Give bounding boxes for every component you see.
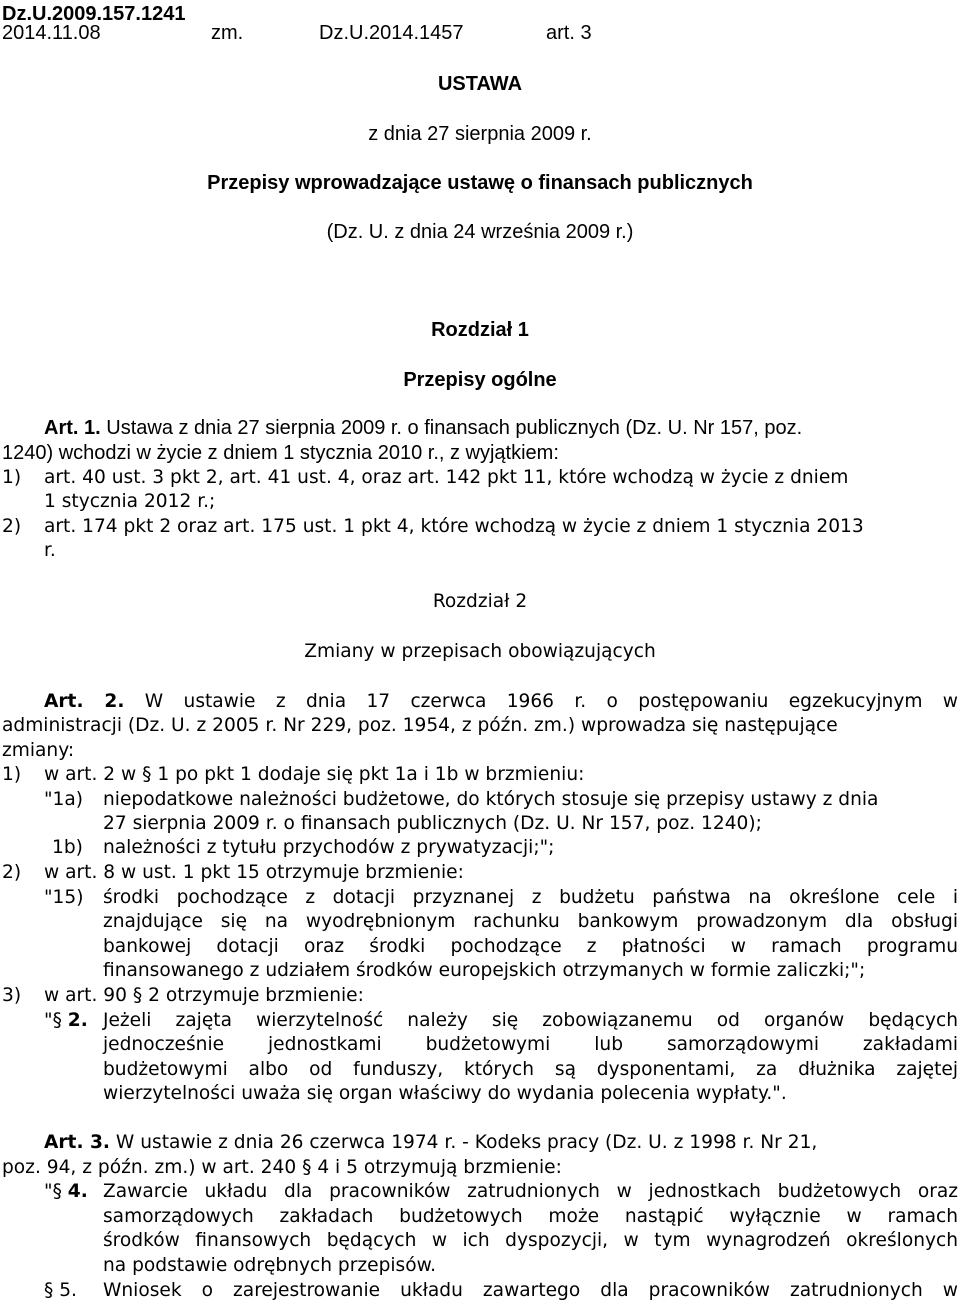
quote-section-4-number: "§ 4.	[44, 1181, 88, 1202]
section-sign: §	[44, 1280, 54, 1301]
article-2-point-2-number: 2)	[2, 862, 22, 883]
quote-section-2-line-2: jednocześnie jednostkami budżetowymi lub samorządowymi zakładami	[103, 1034, 958, 1055]
chapter-1-heading: Rozdział 1	[431, 319, 529, 341]
article-2-text: W ustawie z dnia 17 czerwca 1966 r. o postępowaniu egzekucyjnym w	[144, 691, 958, 712]
article-3-line-2: poz. 94, z późn. zm.) w art. 240 § 4 i 5 otrzymują brzmienie:	[2, 1157, 562, 1178]
article-2-point-3-text: w art. 90 § 2 otrzymuje brzmienie:	[44, 985, 364, 1006]
article-1-text: Ustawa z dnia 27 sierpnia 2009 r. o finansach publicznych (Dz. U. Nr 157, poz.	[106, 417, 803, 439]
quote-1a-text-cont: 27 sierpnia 2009 r. o finansach publicznych (Dz. U. Nr 157, poz. 1240);	[103, 813, 762, 834]
quote-section-2-number: "§ 2.	[44, 1010, 88, 1031]
amendment-reference: Dz.U.2014.1457	[319, 22, 464, 44]
article-2-line-2: administracji (Dz. U. z 2005 r. Nr 229, poz. 1954, z późn. zm.) wprowadza się następujące	[2, 715, 838, 736]
article-2-point-1-text: w art. 2 w § 1 po pkt 1 dodaje się pkt 1a i 1b w brzmieniu:	[44, 764, 585, 785]
article-3-line-1	[44, 1131, 817, 1155]
article-1-item-2-number: 2)	[2, 516, 22, 537]
section-sign: §	[52, 1181, 62, 1202]
quote-1b-number: 1b)	[52, 837, 83, 858]
article-2-line-1	[44, 690, 958, 714]
act-title: Przepisy wprowadzające ustawę o finansach publicznych	[207, 172, 753, 194]
section-sign: §	[132, 985, 143, 1006]
quote-section-4-line-4: na podstawie odrębnych przepisów.	[103, 1255, 437, 1276]
article-1-item-2-text-cont: r.	[44, 540, 56, 561]
article-2-line-3: zmiany:	[2, 740, 75, 761]
quote-15-line-4: finansowanego z udziałem środków europejskich otrzymanych w formie zaliczki;";	[103, 960, 866, 981]
chapter-2-heading: Rozdział 2	[432, 591, 528, 612]
quote-section-5-number: § 5.	[44, 1280, 77, 1301]
quote-section-2-line-1: Jeżeli zajęta wierzytelność należy się zobowiązanemu od organów będących	[103, 1010, 958, 1031]
article-1-item-2-text: art. 174 pkt 2 oraz art. 175 ust. 1 pkt 4, które wchodzą w życie z dniem 1 stycznia 2013	[44, 516, 864, 537]
act-publication: (Dz. U. z dnia 24 września 2009 r.)	[326, 221, 634, 243]
section-sign: §	[302, 1157, 312, 1178]
article-2-point-1-number: 1)	[2, 764, 22, 785]
chapter-2-subheading: Zmiany w przepisach obowiązujących	[304, 641, 656, 662]
quote-1b-text: należności z tytułu przychodów z prywatyzacji;";	[103, 837, 555, 858]
article-1-label: Art. 1.	[44, 417, 101, 439]
chapter-1-subheading: Przepisy ogólne	[403, 369, 557, 391]
quote-1a-text: niepodatkowe należności budżetowe, do których stosuje się przepisy ustawy z dnia	[103, 789, 879, 810]
article-1	[44, 416, 802, 440]
quote-15-number: "15)	[44, 887, 84, 908]
article-1-item-1-number: 1)	[2, 467, 22, 488]
section-sign: §	[142, 764, 152, 785]
article-2-point-2-text: w art. 8 w ust. 1 pkt 15 otrzymuje brzmienie:	[44, 862, 464, 883]
quote-section-2-line-3: budżetowymi albo od funduszy, których są dysponentami, za dłużnika zajętej	[103, 1059, 958, 1080]
quote-section-4-line-2: samorządowych zakładach budżetowych może nastąpić wyłącznie w ramach	[103, 1206, 958, 1227]
act-type-heading: USTAWA	[437, 73, 523, 95]
section-sign: §	[52, 1010, 62, 1031]
quote-section-4-line-3: środków finansowych będących w ich dyspozycji, w tym wynagrodzeń określonych	[103, 1230, 958, 1251]
article-2-point-3-number: 3)	[2, 985, 22, 1006]
quote-1a-number: "1a)	[44, 789, 84, 810]
article-1-item-1-text-cont: 1 stycznia 2012 r.;	[44, 491, 216, 512]
quote-15-line-2: znajdujące się na wyodrębnionym rachunku bankowym prowadzonym dla obsługi	[103, 911, 958, 932]
article-1-text-cont: 1240) wchodzi w życie z dniem 1 stycznia 2010 r., z wyjątkiem:	[2, 442, 559, 464]
journal-reference: Dz.U.2009.157.1241	[2, 3, 186, 25]
quote-15-line-3: bankowej dotacji oraz środki pochodzące z płatności w ramach programu	[103, 936, 958, 957]
quote-section-5-line-1: Wniosek o zarejestrowanie układu zawartego dla pracowników zatrudnionych w	[103, 1280, 958, 1301]
article-3-text: W ustawie z dnia 26 czerwca 1974 r. - Kodeks pracy (Dz. U. z 1998 r. Nr 21,	[115, 1132, 818, 1153]
quote-15-line-1: środki pochodzące z dotacji przyznanej z budżetu państwa na określone cele i	[103, 887, 958, 908]
quote-section-2-line-4: wierzytelności uważa się organ właściwy do wydania polecenia wypłaty.".	[103, 1083, 787, 1104]
act-date: z dnia 27 sierpnia 2009 r.	[368, 123, 592, 145]
article-2-label: Art. 2.	[44, 691, 125, 712]
amendment-article: art. 3	[546, 22, 592, 44]
amendment-date: 2014.11.08	[2, 22, 101, 44]
article-3-label: Art. 3.	[44, 1132, 110, 1153]
amendment-word: zm.	[211, 22, 244, 44]
quote-section-4-line-1: Zawarcie układu dla pracowników zatrudnionych w jednostkach budżetowych oraz	[103, 1181, 958, 1202]
article-1-item-1-text: art. 40 ust. 3 pkt 2, art. 41 ust. 4, oraz art. 142 pkt 11, które wchodzą w życie z dniem	[44, 467, 849, 488]
